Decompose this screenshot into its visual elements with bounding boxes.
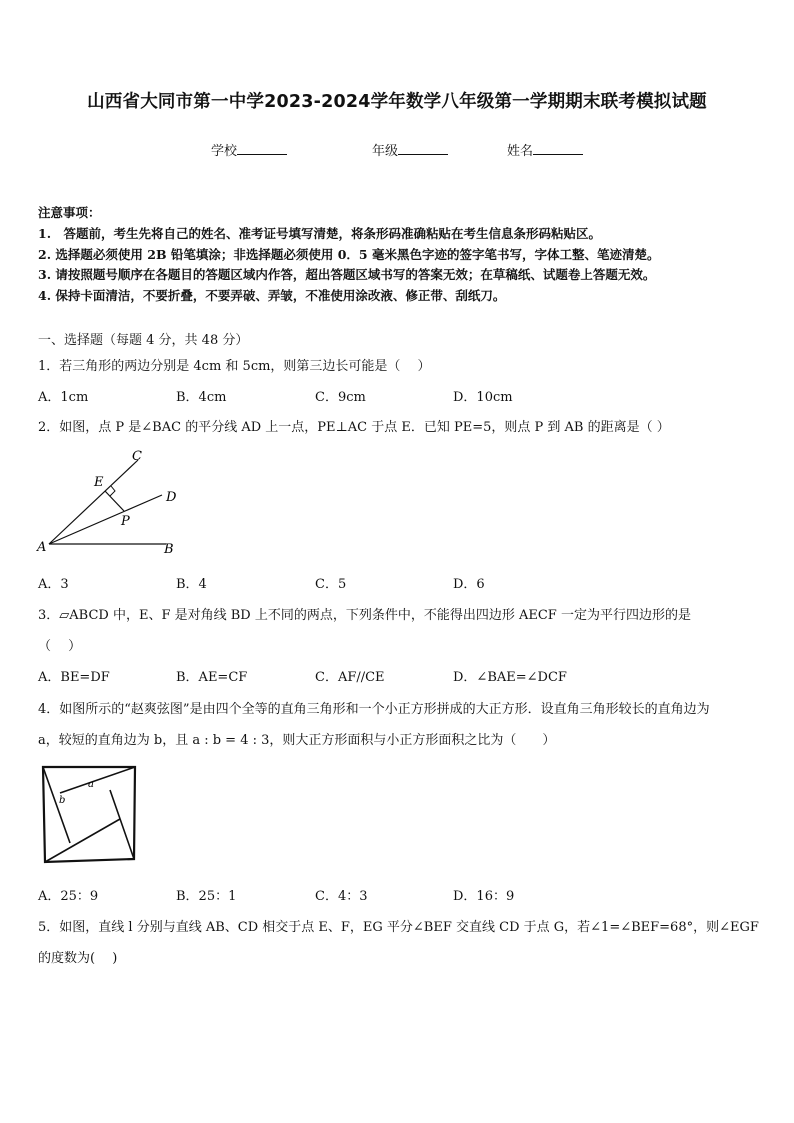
question-2-option-d: D．6 [453,577,485,592]
ray-ac [49,460,138,544]
triangle-side [45,819,120,862]
label-c: C [132,449,142,464]
zhao-shuang-diagram [40,763,140,868]
question-4-option-c: C．4：3 [315,889,368,904]
question-4-option-d: D．16：9 [453,889,515,904]
question-4-stem-cont: a，较短的直角边为 b，且 a : b = 4 : 3，则大正方形面积与小正方形面积之比为（ ） [38,733,556,748]
notice-item: 2. 选择题必须使用 2B 铅笔填涂；非选择题必须使用 0．5 毫米黑色字迹的签字笔书写，字体工整、笔迹清楚。 [38,247,660,262]
school-field [211,140,287,159]
grade-field [372,140,448,159]
segment-pe [105,491,124,511]
label-p: P [121,514,130,529]
name-blank [533,141,583,155]
notice-item: 1. 答题前，考生先将自己的姓名、准考证号填写清楚，将条形码准确粘贴在考生信息条形码粘贴区。 [38,226,602,241]
question-3-stem: 3．▱ABCD 中，E、F 是对角线 BD 上不同的两点，下列条件中，不能得出四边形 AECF 一定为平行四边形的是 [38,608,691,623]
question-1-stem: 1．若三角形的两边分别是 4cm 和 5cm，则第三边长可能是（ ） [38,359,431,374]
school-blank [237,141,287,155]
grade-blank [398,141,448,155]
question-4-option-b: B．25：1 [176,889,237,904]
question-2-stem: 2．如图，点 P 是∠BAC 的平分线 AD 上一点，PE⊥AC 于点 E．已知 PE=5，则点 P 到 AB 的距离是（ ） [38,420,670,435]
question-4-option-a: A．25：9 [38,889,99,904]
label-d: D [166,490,177,505]
question-5-stem: 5．如图，直线 l 分别与直线 AB、CD 相交于点 E、F，EG 平分∠BEF 交直线 CD 于点 G，若∠1=∠BEF=68°，则∠EGF [38,920,759,935]
question-5-stem-cont: 的度数为( ) [38,951,118,966]
question-3-stem-cont: （ ） [38,639,82,654]
name-field [507,140,583,159]
question-3-option-d: D．∠BAE=∠DCF [453,670,567,685]
right-angle-mark [110,486,115,496]
label-a: A [37,540,47,555]
label-b: B [164,542,174,557]
question-3-option-a: A．BE=DF [38,670,110,685]
label-e: E [94,475,104,490]
question-2-option-a: A．3 [38,577,69,592]
question-1-option-a: A．1cm [38,390,89,405]
triangle-side [60,767,135,793]
ray-ad [49,495,162,544]
notice-item: 4. 保持卡面清洁，不要折叠，不要弄破、弄皱，不准使用涂改液、修正带、刮纸刀。 [38,288,506,303]
name-label: 姓名 [507,144,534,159]
notice-item: 3. 请按照题号顺序在各题目的答题区域内作答，超出答题区域书写的答案无效；在草稿纸、试题卷上答题无效。 [38,267,656,282]
question-2-option-b: B．4 [176,577,207,592]
question-4-stem: 4．如图所示的“赵爽弦图”是由四个全等的直角三角形和一个小正方形拼成的大正方形．设直角三角形较长的直角边为 [38,702,710,717]
label-a: a [88,779,94,790]
school-label: 学校 [211,144,238,159]
page-title: 山西省大同市第一中学2023-2024学年数学八年级第一学期期末联考模拟试题 [87,92,707,112]
triangle-side [110,790,134,859]
question-1-option-d: D．10cm [453,390,513,405]
label-b: b [59,795,66,806]
question-3-option-b: B．AE=CF [176,670,248,685]
question-1-option-c: C．9cm [315,390,366,405]
question-1-option-b: B．4cm [176,390,227,405]
notice-heading: 注意事项： [38,205,101,220]
grade-label: 年级 [372,144,399,159]
section-heading: 一、选择题（每题 4 分，共 48 分） [38,333,249,348]
angle-bisector-figure [30,445,200,560]
question-3-option-c: C．AF//CE [315,670,385,685]
triangle-side [43,767,70,843]
question-2-option-c: C．5 [315,577,347,592]
